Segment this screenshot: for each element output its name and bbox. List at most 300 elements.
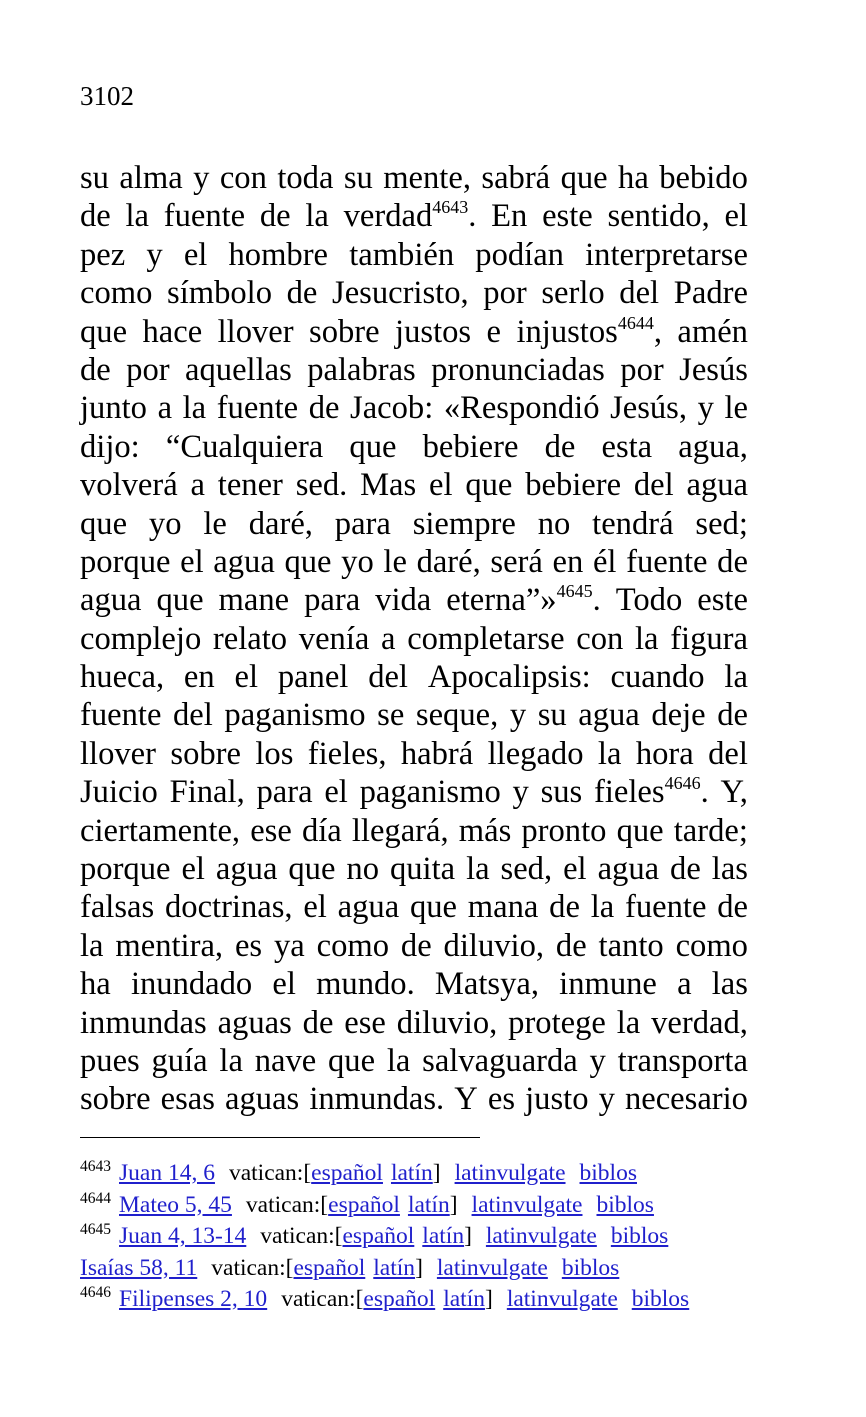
word: hueca,: [80, 659, 165, 696]
latinvulgate-link[interactable]: latinvulgate: [454, 1160, 566, 1186]
word: podían: [475, 236, 564, 273]
word: necesario: [624, 1081, 748, 1118]
biblos-link[interactable]: biblos: [631, 1286, 690, 1312]
word: él: [592, 543, 617, 580]
word: las: [711, 851, 748, 888]
word: guía: [151, 1042, 208, 1079]
word: pues: [80, 1042, 140, 1079]
word-with-footnote-ref: [516, 313, 662, 351]
word: diluvio,: [443, 927, 545, 964]
word: Padre: [673, 275, 748, 312]
text-line: [80, 351, 748, 389]
word: fuente: [626, 543, 708, 580]
word: tarde;: [673, 812, 748, 849]
word: inmundas.: [309, 1081, 445, 1118]
word: salvaguarda: [422, 1042, 578, 1079]
word: mundo.: [316, 966, 415, 1003]
text-line: [80, 1004, 748, 1042]
word: del: [708, 735, 748, 772]
word: fieles: [594, 774, 665, 811]
word: bebido: [659, 160, 748, 196]
word: de: [308, 390, 340, 427]
word: para: [334, 505, 391, 542]
word: tendrá: [592, 505, 674, 542]
word: de: [80, 351, 111, 388]
word: vida: [375, 582, 432, 619]
word: Jesús: [679, 351, 748, 388]
word: fuente: [625, 889, 707, 926]
word: las: [711, 966, 748, 1003]
word: la: [724, 659, 748, 696]
word: inmundas: [80, 1004, 207, 1041]
word: ese: [250, 812, 292, 849]
word: agua,: [678, 428, 748, 465]
word: ciertamente,: [80, 812, 241, 849]
word: hora: [635, 735, 694, 772]
word: en: [183, 659, 215, 696]
bible-reference-link[interactable]: Filipenses 2, 10: [119, 1286, 268, 1312]
text-line: [80, 812, 748, 850]
text-line: [80, 620, 748, 658]
word: que: [560, 160, 608, 196]
footnote-number: 4646: [80, 1284, 111, 1301]
bible-reference-link[interactable]: Mateo 5, 45: [119, 1191, 232, 1218]
word: relato: [212, 620, 288, 657]
word: el: [181, 851, 205, 888]
word: no: [346, 851, 379, 888]
word: “Cualquiera: [165, 428, 324, 465]
word: pronto: [521, 812, 607, 849]
espanol-link[interactable]: español: [363, 1286, 436, 1312]
word: la: [616, 1004, 641, 1041]
biblos-link[interactable]: biblos: [579, 1160, 637, 1186]
biblos-link[interactable]: biblos: [610, 1223, 669, 1249]
word: que: [328, 1042, 376, 1079]
text-line: [80, 428, 748, 466]
word: inundado: [130, 966, 253, 1003]
word: de: [717, 889, 748, 926]
word: de: [302, 1004, 334, 1041]
word: que: [349, 428, 397, 465]
text-line: [80, 888, 748, 926]
word: sus: [540, 774, 583, 811]
latin-link[interactable]: latín: [422, 1223, 465, 1249]
word: para: [256, 774, 313, 811]
word: el: [303, 889, 327, 926]
word: alma: [119, 160, 183, 196]
vatican-label: vatican:[: [245, 1191, 329, 1218]
word: agua: [578, 697, 640, 734]
word: justos: [395, 313, 472, 350]
word: justo: [525, 1081, 589, 1118]
bible-reference-link[interactable]: Juan 14, 6: [119, 1160, 215, 1186]
word: siempre: [412, 505, 516, 542]
word: pronunciadas: [431, 351, 605, 388]
text-line: [80, 696, 748, 734]
word: Jesús,: [610, 390, 687, 427]
word: este: [697, 582, 748, 619]
word: la: [386, 1042, 411, 1079]
word: protege: [508, 1004, 606, 1041]
word: su: [537, 697, 567, 734]
word: que: [80, 313, 128, 350]
word: ha: [80, 966, 111, 1003]
word: la: [219, 1042, 243, 1079]
close-bracket: ]: [415, 1254, 423, 1281]
word: aquellas: [185, 351, 292, 388]
word: yo: [341, 543, 374, 580]
word: de: [549, 889, 580, 926]
word: esas: [160, 1081, 215, 1118]
word-with-footnote-ref: [446, 581, 600, 619]
text-line: [80, 927, 748, 965]
word: Jesucristo,: [332, 275, 469, 312]
word: deje: [651, 697, 706, 734]
word: injustos: [516, 313, 618, 350]
word: a: [381, 620, 396, 657]
word: complejo: [80, 620, 202, 657]
word: esta: [601, 428, 653, 465]
word: Matsya,: [434, 966, 539, 1003]
close-bracket: ]: [432, 1160, 441, 1186]
word: y: [509, 697, 527, 734]
word: el: [272, 966, 296, 1003]
word: porque: [80, 543, 171, 580]
word: llegado: [487, 735, 584, 772]
word: fuente: [163, 198, 246, 235]
text-line: [80, 773, 748, 811]
word: y: [598, 1081, 615, 1118]
footnote-reference: 4644: [617, 312, 654, 333]
word: este: [542, 198, 593, 235]
word: y: [193, 160, 210, 196]
word: que: [284, 543, 332, 580]
word: agua: [213, 543, 275, 580]
word: la: [80, 927, 104, 964]
text-line: [80, 466, 748, 504]
word: con: [576, 620, 624, 657]
vatican-label: vatican:[: [260, 1223, 343, 1249]
word: día: [301, 812, 342, 849]
biblos-link[interactable]: biblos: [561, 1254, 620, 1281]
footnote: [80, 1284, 689, 1316]
word: de: [717, 543, 748, 580]
word: Jacob:: [350, 390, 434, 427]
word: ha: [618, 160, 649, 196]
biblos-link[interactable]: biblos: [596, 1191, 654, 1218]
word: habrá: [400, 735, 474, 772]
footnote: [80, 1158, 689, 1190]
word: pez: [80, 236, 126, 273]
word: su: [343, 160, 373, 196]
word: y: [697, 390, 714, 427]
word: fuente: [80, 697, 162, 734]
word: será: [490, 543, 543, 580]
text-line: [80, 313, 748, 351]
word: la: [125, 198, 149, 235]
word: le: [724, 390, 748, 427]
word: paganismo: [359, 774, 501, 811]
word: daré,: [416, 543, 481, 580]
word: verdad: [343, 198, 433, 235]
body-text: [80, 159, 748, 1119]
word: venía: [298, 620, 370, 657]
text-line: [80, 1042, 748, 1080]
word: la: [305, 198, 329, 235]
word: el: [724, 198, 748, 235]
latinvulgate-link[interactable]: latinvulgate: [506, 1286, 618, 1312]
word: que: [465, 467, 513, 504]
word: diluvio,: [396, 1004, 498, 1041]
word: le: [383, 543, 407, 580]
word: palabras: [307, 351, 416, 388]
text-line: [80, 1080, 748, 1118]
word: el: [234, 659, 258, 696]
word: verdad,: [651, 1004, 748, 1041]
vatican-label: vatican:[: [228, 1160, 312, 1186]
word: llover: [80, 735, 156, 772]
word: la: [597, 735, 622, 772]
text-line: [80, 543, 748, 581]
word: mane: [218, 582, 290, 619]
text-line: [80, 850, 748, 888]
word: el: [563, 851, 587, 888]
latin-link[interactable]: latín: [373, 1254, 416, 1281]
word: en: [552, 543, 584, 580]
word: doctrinas,: [164, 889, 293, 926]
word: figura: [670, 620, 748, 657]
word-with-footnote-ref: [594, 773, 709, 811]
word: panel: [277, 659, 349, 696]
word: que: [288, 851, 336, 888]
text-line: [80, 581, 748, 619]
word: que: [616, 812, 664, 849]
word: como: [316, 927, 390, 964]
word: por: [620, 351, 664, 388]
word: agua: [597, 851, 660, 888]
word: a: [157, 390, 173, 427]
word: Apocalipsis:: [427, 659, 591, 696]
word: aguas: [225, 1081, 300, 1118]
text-line: [80, 505, 748, 543]
word: toda: [277, 160, 334, 196]
word: tanto: [598, 927, 664, 964]
bible-reference-link[interactable]: Isaías 58, 11: [80, 1254, 198, 1281]
footnote-reference: 4645: [556, 581, 593, 602]
word: que: [80, 505, 128, 542]
page-number: 3102: [80, 81, 134, 111]
word: que: [156, 582, 204, 619]
word: Todo: [615, 582, 683, 619]
text-line: [80, 965, 748, 1003]
latinvulgate-link[interactable]: latinvulgate: [471, 1191, 583, 1218]
footnote: [80, 1190, 689, 1222]
word: el: [429, 467, 453, 504]
word: daré,: [248, 505, 313, 542]
text-line: [80, 197, 748, 235]
word: de: [80, 198, 111, 235]
word: fuente: [216, 390, 299, 427]
footnote-number: 4643: [80, 1158, 111, 1175]
footnote: [80, 1221, 689, 1253]
word: Juicio: [80, 774, 158, 811]
word: completarse: [407, 620, 565, 657]
word: no: [537, 505, 571, 542]
word: a: [677, 966, 692, 1003]
close-bracket: ]: [464, 1223, 472, 1249]
word: sobre: [170, 735, 241, 772]
word: tener: [217, 467, 283, 504]
word: Final,: [169, 774, 245, 811]
word: porque: [80, 851, 171, 888]
word: la: [635, 620, 659, 657]
word: de: [670, 851, 701, 888]
word: mentira,: [115, 927, 224, 964]
word: con: [219, 160, 267, 196]
word: de: [717, 697, 748, 734]
word: el: [180, 543, 204, 580]
word: le: [203, 505, 227, 542]
text-line: [80, 389, 748, 427]
word: del: [619, 275, 660, 312]
word: también: [349, 236, 455, 273]
word: como: [675, 927, 748, 964]
word: sed,: [500, 851, 553, 888]
word: como: [80, 275, 153, 312]
word: y: [146, 236, 163, 273]
word: mente,: [383, 160, 471, 196]
word: la: [590, 889, 615, 926]
text-line: [80, 159, 748, 197]
word: la: [466, 851, 490, 888]
latinvulgate-link[interactable]: latinvulgate: [436, 1254, 548, 1281]
footnote-number: 4645: [80, 1221, 111, 1238]
word: y: [512, 774, 529, 811]
word: amén: [677, 313, 748, 350]
punctuation: .: [468, 198, 477, 235]
word: Y,: [720, 774, 748, 811]
word: es: [487, 1081, 516, 1118]
latin-link[interactable]: latín: [390, 1160, 433, 1186]
word: hace: [142, 313, 203, 350]
word: dijo:: [80, 428, 140, 465]
espanol-link[interactable]: español: [342, 1223, 415, 1249]
word: Y: [454, 1081, 478, 1118]
word: del: [368, 659, 408, 696]
word: serlo: [541, 275, 605, 312]
word: sobre: [309, 313, 380, 350]
close-bracket: ]: [449, 1191, 458, 1218]
word: símbolo: [167, 275, 273, 312]
text-line: [80, 274, 748, 312]
vatican-label: vatican:[: [211, 1254, 294, 1281]
word: sabrá: [481, 160, 551, 196]
latin-link[interactable]: latín: [443, 1286, 485, 1312]
word: de: [544, 428, 576, 465]
word: bebiere: [422, 428, 519, 465]
punctuation: .: [700, 774, 709, 811]
word: paganismo: [224, 697, 366, 734]
footnote-number: 4644: [80, 1189, 111, 1207]
word: que: [409, 889, 457, 926]
word: inmune: [559, 966, 657, 1003]
latinvulgate-link[interactable]: latinvulgate: [485, 1223, 597, 1249]
text-line: [80, 658, 748, 696]
word: del: [633, 467, 674, 504]
word: transporta: [617, 1042, 748, 1079]
word: se: [377, 697, 405, 734]
word: llover: [217, 313, 294, 350]
word: bebiere: [525, 467, 622, 504]
word: del: [173, 697, 213, 734]
word: llegará,: [351, 812, 449, 849]
word: más: [458, 812, 512, 849]
word: ese: [344, 1004, 386, 1041]
word: agua: [686, 467, 748, 504]
vatican-label: vatican:[: [281, 1286, 364, 1312]
word: agua: [337, 889, 400, 926]
close-bracket: ]: [484, 1286, 493, 1312]
espanol-link[interactable]: español: [328, 1191, 400, 1218]
word: y: [589, 1042, 606, 1079]
footnotes: [80, 1158, 689, 1316]
word: el: [324, 774, 348, 811]
text-line: [80, 236, 748, 274]
word: seque,: [415, 697, 499, 734]
word-with-footnote-ref: [344, 197, 477, 235]
footnote-divider: [80, 1137, 480, 1138]
word: la: [182, 390, 207, 427]
word: aguas: [217, 1004, 292, 1041]
word: Mas: [360, 467, 417, 504]
word: por: [126, 351, 170, 388]
word: los: [255, 735, 294, 772]
word: sed;: [695, 505, 748, 542]
word: sed.: [295, 467, 348, 504]
word: volverá: [80, 467, 178, 504]
word: hombre: [228, 236, 329, 273]
word: para: [304, 582, 361, 619]
punctuation: ,: [653, 313, 662, 350]
text-line: [80, 735, 748, 773]
word: junto: [80, 390, 147, 427]
word: de: [259, 198, 291, 235]
word: sobre: [80, 1081, 151, 1118]
word: sentido,: [607, 198, 710, 235]
word: a: [190, 467, 205, 504]
word: yo: [148, 505, 182, 542]
word: agua: [215, 851, 278, 888]
word: interpretarse: [585, 236, 748, 273]
word: por: [483, 275, 527, 312]
word: e: [486, 313, 501, 350]
espanol-link[interactable]: español: [293, 1254, 366, 1281]
word: su: [80, 160, 109, 196]
word: fieles,: [307, 735, 387, 772]
latin-link[interactable]: latín: [407, 1191, 450, 1218]
word: agua: [80, 582, 142, 619]
word: falsas: [80, 889, 155, 926]
espanol-link[interactable]: español: [311, 1160, 383, 1186]
footnote-reference: 4643: [432, 197, 469, 218]
word: En: [491, 198, 528, 235]
word: eterna”»: [446, 582, 557, 619]
word: quita: [389, 851, 456, 888]
word: de: [555, 927, 587, 964]
footnote: [80, 1253, 689, 1285]
word: nave: [254, 1042, 317, 1079]
bible-reference-link[interactable]: Juan 4, 13-14: [119, 1223, 247, 1249]
